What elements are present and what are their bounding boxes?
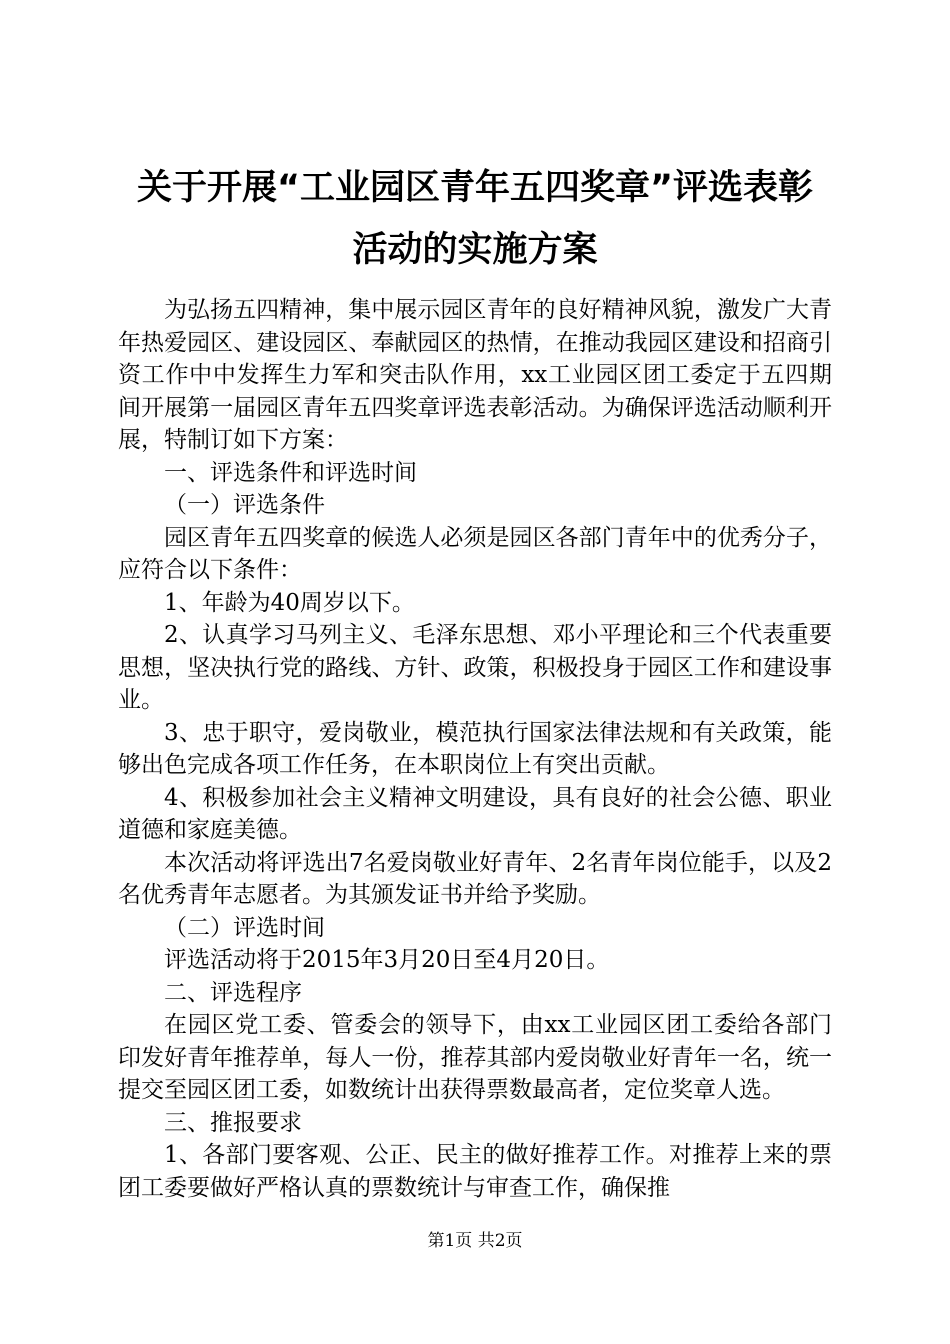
paragraph-procedure: 在园区党工委、管委会的领导下，由xx工业园区团工委给各部门印发好青年推荐单，每人一份，推荐其部内爱岗敬业好青年一名，统一提交至园区团工委，如数统计出获得票数最高者，定位奖章人选。 (118, 1012, 832, 1103)
page-number: 第1页 共2页 (427, 1231, 523, 1251)
heading-subsection-1: （一）评选条件 (164, 492, 325, 518)
document-title-line-2: 活动的实施方案 (352, 230, 598, 270)
heading-section-2: 二、评选程序 (164, 979, 302, 1006)
paragraph-conditions: 园区青年五四奖章的候选人必须是园区各部门青年中的优秀分子，应符合以下条件： (118, 524, 832, 583)
heading-section-1: 一、评选条件和评选时间 (164, 459, 417, 486)
list-item-2: 2、认真学习马列主义、毛泽东思想、邓小平理论和三个代表重要思想，坚决执行党的路线、方针、政策，积极投身于园区工作和建设事业。 (118, 622, 832, 713)
heading-subsection-2: （二）评选时间 (164, 914, 325, 941)
document-title-line-1: 关于开展“工业园区青年五四奖章”评选表彰 (136, 168, 813, 208)
paragraph-requirement-1: 1、各部门要客观、公正、民主的做好推荐工作。对推荐上来的票团工委要做好严格认真的票数统计与审查工作，确保推 (118, 1142, 832, 1201)
paragraph-intro: 为弘扬五四精神，集中展示园区青年的良好精神风貌，激发广大青年热爱园区、建设园区、奉献园区的热情，在推动我园区建设和招商引资工作中中发挥生力军和突击队作用，xx工业园区团工委定于五四期间开展第一届园区青年五四奖章评选表彰活动。为确保评选活动顺利开展，特制订如下方案： (118, 297, 832, 453)
document-body (118, 294, 832, 1204)
list-item-1: 1、年龄为40周岁以下。 (164, 589, 415, 616)
paragraph-awards: 本次活动将评选出7名爱岗敬业好青年、2名青年岗位能手，以及2名优秀青年志愿者。为其颁发证书并给予奖励。 (118, 849, 832, 908)
heading-section-3: 三、推报要求 (164, 1109, 302, 1136)
list-item-3: 3、忠于职守，爱岗敬业，模范执行国家法律法规和有关政策，能够出色完成各项工作任务，在本职岗位上有突出贡献。 (118, 719, 832, 778)
paragraph-time: 评选活动将于2015年3月20日至4月20日。 (164, 947, 610, 973)
list-item-4: 4、积极参加社会主义精神文明建设，具有良好的社会公德、职业道德和家庭美德。 (118, 784, 832, 843)
